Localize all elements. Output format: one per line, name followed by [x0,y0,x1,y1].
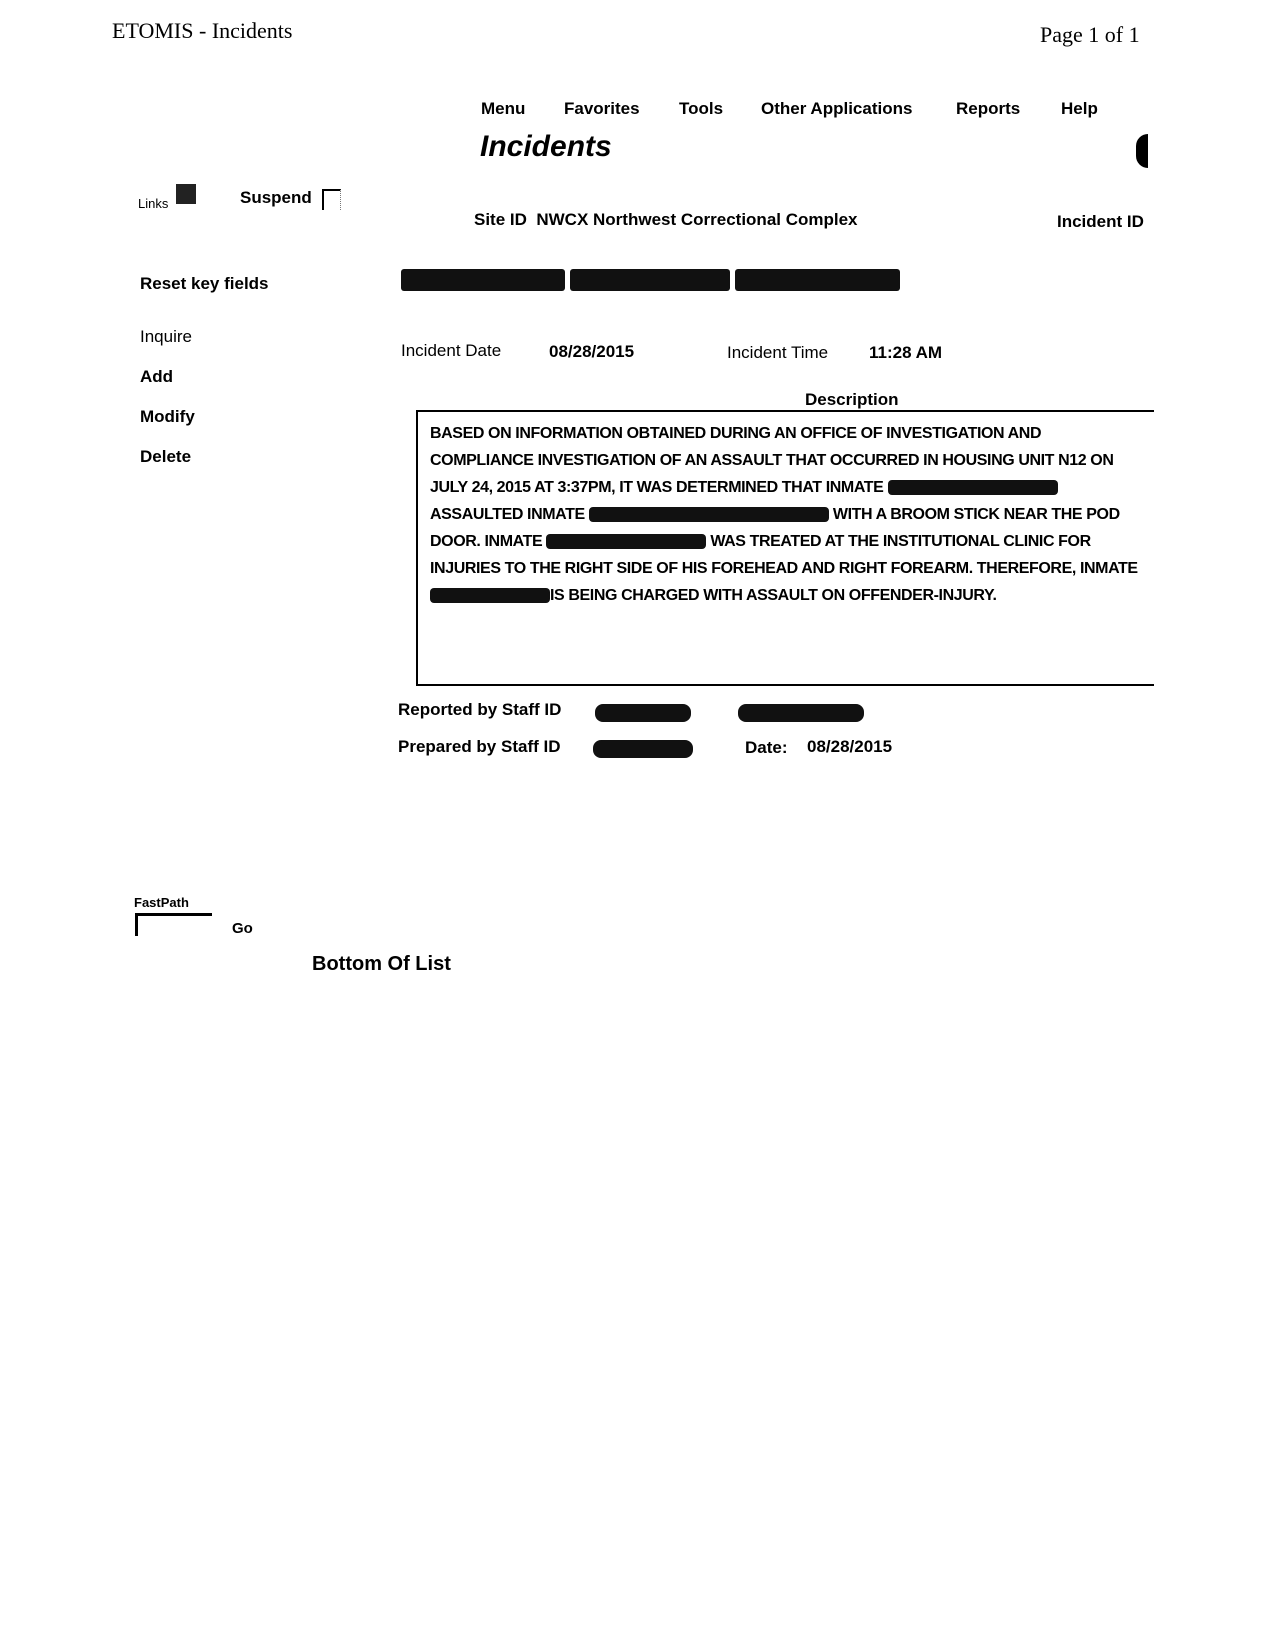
sidebar-reset-key-fields[interactable]: Reset key fields [140,274,269,293]
redacted-key-field [735,269,900,291]
prepared-date-label: Date: [745,738,788,757]
redacted-name [546,534,706,549]
nav-menu[interactable]: Menu [481,99,526,118]
links-icon[interactable] [176,184,196,204]
nav-help[interactable]: Help [1061,99,1098,118]
redacted-staff-id [595,704,691,722]
incident-time-label: Incident Time [727,343,829,362]
nav-favorites[interactable]: Favorites [564,99,640,118]
reported-by-label: Reported by Staff ID [398,700,562,719]
print-page-number: Page 1 of 1 [1040,22,1140,47]
print-header-title: ETOMIS - Incidents [112,18,293,43]
redacted-key-field [401,269,565,291]
page-title: Incidents [480,130,612,163]
fastpath-label: FastPath [134,895,189,910]
sidebar-modify[interactable]: Modify [140,407,195,426]
nav-tools[interactable]: Tools [679,99,724,118]
description-text: BASED ON INFORMATION OBTAINED DURING AN OFFICE OF INVESTIGATION AND COMPLIANCE INVESTIGATION OF AN ASSAULT THAT OCCURRED IN HOUSING UNIT N12 ON JULY 24, 2015 AT 3:37PM, IT WAS DETERMINED THAT INMATE ASSAULTED INMATE WITH A BROOM STICK NEAR THE POD DOOR. INMATE WAS TREATED AT THE INSTITUTIONAL CLINIC FOR INJURIES TO THE RIGHT SIDE OF HIS FOREHEAD AND RIGHT FOREARM. THEREFORE, INMATEIS BEING CHARGED WITH ASSAULT ON OFFENDER-INJURY. [430,425,1138,604]
sidebar-delete[interactable]: Delete [140,447,192,466]
nav-reports[interactable]: Reports [956,99,1021,118]
site-id-label: Site ID [474,210,527,229]
prepared-by-label: Prepared by Staff ID [398,737,561,756]
list-status: Bottom Of List [312,953,451,975]
nav-other-applications[interactable]: Other Applications [761,99,913,118]
incident-time-value: 11:28 AM [869,343,943,362]
links-label[interactable]: Links [138,196,169,211]
redacted-key-field [570,269,730,291]
site-id-field [474,210,858,230]
fastpath-input[interactable] [135,913,212,936]
site-id-value: NWCX Northwest Correctional Complex [536,210,858,229]
description-label: Description [805,390,899,409]
redacted-staff-name [738,704,864,722]
incident-id-label: Incident ID [1057,212,1144,231]
incident-date-value: 08/28/2015 [549,342,635,361]
logo-icon [1136,134,1148,168]
sidebar-add[interactable]: Add [140,367,174,386]
redacted-staff-id [593,740,693,758]
incident-date-label: Incident Date [401,341,502,360]
suspend-label: Suspend [240,188,312,207]
redacted-name [589,507,829,522]
redacted-name [888,480,1058,495]
redacted-name [430,588,550,603]
prepared-date-value: 08/28/2015 [807,737,893,756]
sidebar-inquire[interactable]: Inquire [140,327,192,346]
suspend-checkbox[interactable] [322,189,341,210]
go-button[interactable]: Go [232,920,253,937]
description-textarea[interactable] [416,410,1154,686]
